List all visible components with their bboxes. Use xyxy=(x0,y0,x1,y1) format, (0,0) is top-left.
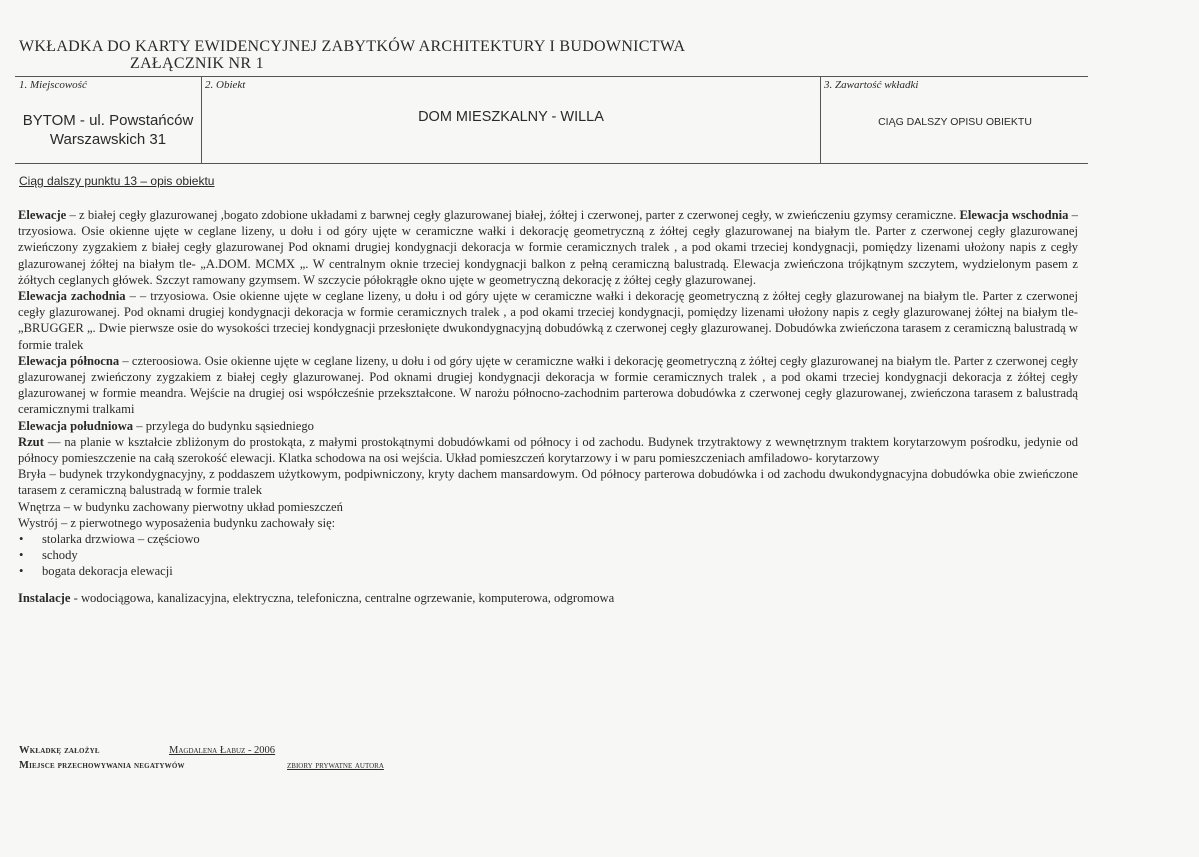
footer xyxy=(19,743,384,773)
zachodnia-text: – – trzyosiowa. Osie okienne ujęte w ceglane lizeny, u dołu i od góry ujęte w ceramiczne wałki i dekorację geometryczną z żółtej cegły glazurowanej na białym tle. Parter z czerwonej cegły glazurowanej. Pod oknami drugiej kondygnacji dekoracja w formie ceramicznych tralek , a pod okami trzeciej kondygnacji, pomiędzy lizenami ułożony napis z cegły glazurowanej żółtej na białym tle- „BRUGGER „. Dwie pierwsze osie do wysokości trzeciej kondygnacji przesłonięte dwukondygnacyjną dobudówką z czerwonej cegły glazurowanej. Dobudówka zwieńczona tarasem z ceramiczną balustradą w formie tralek xyxy=(18,289,1078,352)
poludniowa-label: Elewacja południowa xyxy=(18,418,134,433)
zalozyl-value: Magdalena Łabuz - 2006 xyxy=(169,745,276,756)
list-item: • stolarka drzwiowa – częściowo xyxy=(18,531,1078,547)
wnetrza-label: Wnętrza xyxy=(18,499,61,514)
wystroj-list xyxy=(18,531,1078,580)
miejsce-value: zbiory prywatne autora xyxy=(287,760,384,771)
list-item: • bogata dekoracja elewacji xyxy=(18,563,1078,579)
polnocna-text: – czteroosiowa. Osie okienne ujęte w ceglane lizeny, u dołu i od góry ujęte w ceramiczne wałki i dekorację geometryczną z żółtej cegły glazurowanej na białym tle. Parter z czerwonej cegły glazurowanej zwieńczony zygzakiem z białej cegły glazurowanej. Pod oknami drugiej kondygnacji dekoracja w formie ceramicznych tralek , a pod okami trzeciej kondygnacji dekoracja z żółtej cegły glazurowanej w formie meandra. Wejście na drugiej osi współcześnie przekształcone. W narożu północno-zachodnim parterowa dobudówka z czerwonej cegły glazurowanej, zwieńczona tarasem z balustradą ceramicznymi tralkami xyxy=(18,353,1078,417)
paragraph-elewacje xyxy=(18,207,1078,288)
paragraph-polnocna xyxy=(18,353,1078,418)
paragraph-instalacje xyxy=(18,590,1078,606)
elewacje-text: – z białej cegły glazurowanej ,bogato zdobione układami z barwnej cegły glazurowanej białej, żółtej i czerwonej, parter z czerwonej cegły, w zwieńczeniu gzymsy ceramiczne. xyxy=(66,208,960,222)
bryla-label: Bryła xyxy=(18,467,46,482)
paragraph-poludniowa xyxy=(18,418,1078,434)
elewacje-label: Elewacje xyxy=(18,208,67,222)
zachodnia-label: Elewacja zachodnia xyxy=(18,289,126,304)
document-title xyxy=(19,38,685,72)
title-line-1: WKŁADKA DO KARTY EWIDENCYJNEJ ZABYTKÓW ARCHITEKTURY I BUDOWNICTWA xyxy=(19,38,686,55)
polnocna-label: Elewacja północna xyxy=(18,353,120,368)
instalacje-text: - wodociągowa, kanalizacyjna, elektryczna, telefoniczna, centralne ogrzewanie, komputerowa, odgromowa xyxy=(70,590,615,605)
instalacje-label: Instalacje xyxy=(18,590,71,605)
wschodnia-label: Elewacja wschodnia xyxy=(959,208,1069,222)
list-item: • schody xyxy=(18,547,1078,563)
paragraph-wystroj xyxy=(18,515,1078,531)
zawartosc-label: 3. Zawartość wkładki xyxy=(824,79,919,91)
rzut-text: — na planie w kształcie zbliżonym do prostokąta, z małymi prostokątnymi dobudówkami od północy i od zachodu. Budynek trzytraktowy z wewnętrznym traktem korytarzowym pośrodku, jedynie od północy pomieszczenie na całą szerokość elewacji. Klatka schodowa na osi wejścia. Układ pomieszczeń korytarzowy i w paru pomieszczeniach amfiladowo- korytarzowy xyxy=(18,434,1078,466)
zalozyl-label: Wkładkę założył xyxy=(19,745,100,756)
zawartosc-value: CIĄG DALSZY OPISU OBIEKTU xyxy=(878,116,1032,128)
table-bottom-rule xyxy=(15,163,1088,164)
miejscowosc-line-2: Warszawskich 31 xyxy=(49,131,167,148)
wystroj-label: Wystrój xyxy=(18,515,58,530)
poludniowa-text: – przylega do budynku sąsiedniego xyxy=(133,418,314,433)
paragraph-zachodnia xyxy=(18,288,1078,353)
section-heading: Ciąg dalszy punktu 13 – opis obiektu xyxy=(19,174,215,188)
description-body xyxy=(18,207,1078,606)
wnetrza-text: – w budynku zachowany pierwotny układ pomieszczeń xyxy=(60,499,343,514)
table-top-rule xyxy=(15,76,1088,77)
wschodnia-text: – trzyosiowa. Osie okienne ujęte w ceglane lizeny, u dołu i od góry ujęte w ceramiczne wałki i dekorację geometryczną z żółtej cegły glazurowanej na białym tle. Parter z czerwonej cegły glazurowanej zwieńczony zygzakiem z białej cegły glazurowanej Pod oknami drugiej kondygnacji dekoracja w formie ceramicznych tralek , a pod okami trzeciej kondygnacji, pomiędzy lizenami ułożony napis z cegły glazurowanej żółtej na białym tle- „A.DOM. MCMX „. W centralnym oknie trzeciej kondygnacji balkon z pełną ceramiczną balustradą. Elewacja zwieńczona trójkątnym szczytem, wydzielonym pasem z żółtych ceglanych główek. Szczyt ramowany gzymsem. W szczycie półokrągłe okno ujęte w geometryczną dekorację z żółtej cegły glazurowanej. xyxy=(18,208,1078,287)
miejscowosc-label: 1. Miejscowość xyxy=(19,79,87,91)
paragraph-rzut xyxy=(18,434,1078,466)
bryla-text: – budynek trzykondygnacyjny, z poddaszem użytkowym, podpiwniczony, kryty dachem mansardowym. Od północy parterowa dobudówka i od zachodu dwukondygnacyjna dobudówka obie zwieńczone tarasem z ceramiczną balustradą w formie tralek xyxy=(18,467,1078,498)
wystroj-text: – z pierwotnego wyposażenia budynku zachowały się: xyxy=(57,515,336,530)
miejscowosc-line-1: BYTOM - ul. Powstańców xyxy=(22,112,194,129)
title-line-2: ZAŁĄCZNIK NR 1 xyxy=(130,55,264,72)
miejsce-label: Miejsce przechowywania negatywów xyxy=(19,760,185,771)
paragraph-bryla xyxy=(18,466,1078,498)
miejscowosc-value xyxy=(16,111,200,149)
rzut-label: Rzut xyxy=(18,434,44,449)
paragraph-wnetrza xyxy=(18,499,1078,515)
obiekt-label: 2. Obiekt xyxy=(205,79,246,91)
obiekt-value: DOM MIESZKALNY - WILLA xyxy=(418,109,604,125)
